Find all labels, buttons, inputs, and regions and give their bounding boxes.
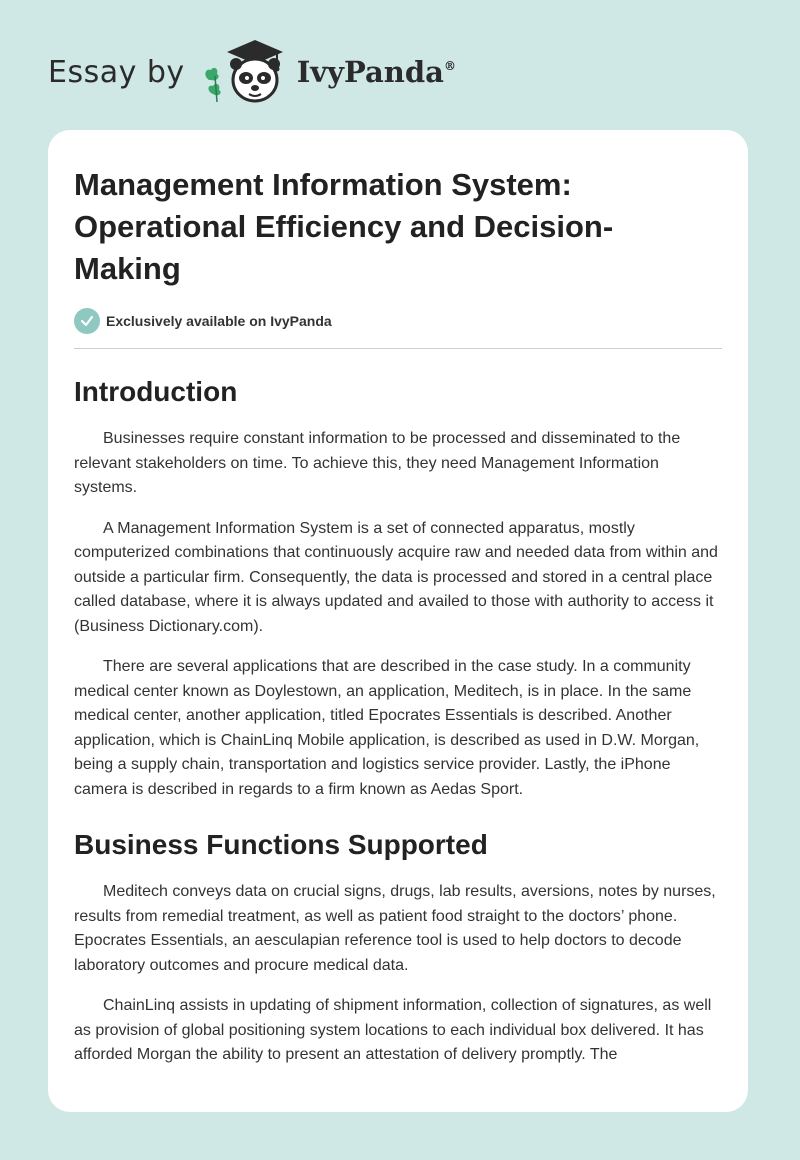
exclusive-badge [74,308,722,349]
paragraph: Businesses require constant information to be processed and disseminated to the relevant stakeholders on time. To achieve this, they need Management Information systems. [74,430,681,496]
section-heading-business-functions: Business Functions Supported [74,829,488,860]
paragraph: There are several applications that are described in the case study. In a community medical center known as Doylestown, an application, Meditech, is in place. In the same medical center, another application, titled Epocrates Essentials is described. Another application, which is ChainLinq Mobile application, is described as used in D.W. Morgan, being a supply chain, transportation and logistics service provider. Lastly, the iPhone camera is described in regards to a firm known as Aedas Sport. [74,658,700,798]
site-header [48,36,456,108]
paragraph: A Management Information System is a set of connected apparatus, mostly computerized combinations that continuously acquire raw and needed data from within and outside a particular firm. Consequently, the data is processed and stored in a central place called database, where it is always updated and availed to those with authority to access it (Business Dictionary.com). [74,519,718,635]
article-card [48,130,748,1112]
brand-name[interactable]: IvyPanda® [296,55,456,89]
paragraph: ChainLinq assists in updating of shipment information, collection of signatures, as well as provision of global positioning system locations to each individual box delivered. It has afforded Morgan the ability to present an attestation of delivery promptly. The [74,997,712,1063]
panda-graduate-logo-icon[interactable] [199,36,291,108]
essay-by-label: Essay by [48,54,185,90]
paragraph: Meditech conveys data on crucial signs, drugs, lab results, aversions, notes by nurses, results from remedial treatment, as well as patient food straight to the doctors’ phone. Epocrates Essentials, an aesculapian reference tool is used to help doctors to decode laboratory outcomes and procure medical data. [74,883,716,974]
exclusive-label: Exclusively available on IvyPanda [106,313,332,329]
check-circle-icon [74,308,100,334]
article-title: Management Information System: Operational Efficiency and Decision-Making [74,167,614,286]
section-heading-introduction: Introduction [74,376,238,407]
